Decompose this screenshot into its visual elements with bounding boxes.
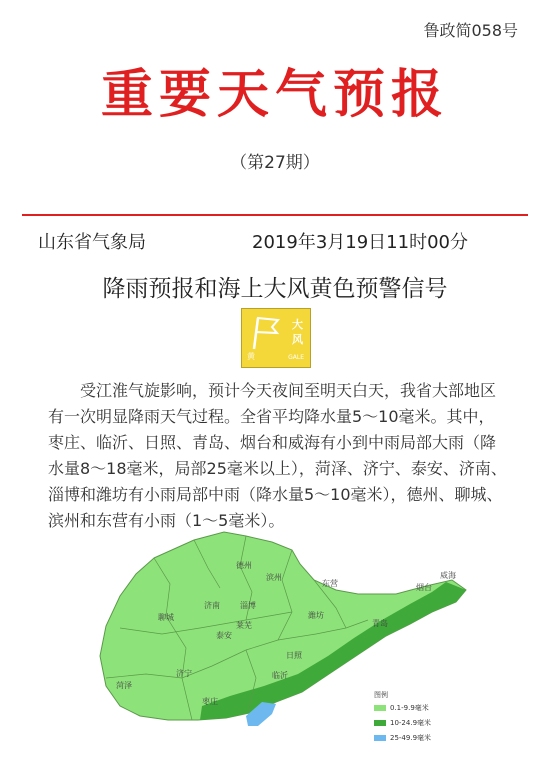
warning-char-1: 大 — [292, 318, 303, 331]
section-heading: 降雨预报和海上大风黄色预警信号 — [102, 276, 448, 302]
map-label: 济南 — [204, 601, 220, 610]
map-label: 滨州 — [266, 573, 282, 582]
gale-warning-icon — [241, 308, 311, 368]
map-label: 临沂 — [272, 671, 288, 680]
legend-label: 25-49.9毫米 — [390, 734, 432, 742]
issue-number: （第27期） — [230, 153, 320, 173]
map-label: 泰安 — [216, 631, 232, 640]
map-label: 德州 — [236, 561, 252, 570]
map-label: 莱芜 — [236, 621, 252, 630]
legend-label: 0.1-9.9毫米 — [390, 704, 429, 712]
document-title: 重要天气预报 — [100, 65, 449, 125]
map-label: 日照 — [286, 651, 302, 660]
legend-swatch — [374, 720, 386, 726]
map-label: 东营 — [322, 579, 338, 588]
legend-title: 图例 — [374, 691, 388, 699]
warning-char-2: 风 — [292, 333, 303, 346]
map-label: 淄博 — [240, 601, 256, 610]
map-label: 枣庄 — [202, 697, 218, 706]
legend-item — [374, 718, 431, 728]
map-label: 菏泽 — [116, 681, 132, 690]
legend-swatch — [374, 735, 386, 741]
red-divider — [22, 214, 528, 216]
warning-type-label: GALE — [288, 354, 304, 361]
wind-flag-icon — [248, 315, 282, 351]
map-label: 青岛 — [372, 619, 388, 628]
map-label: 威海 — [440, 571, 456, 580]
issuer: 山东省气象局 — [38, 232, 146, 253]
map-label: 潍坊 — [308, 611, 324, 620]
legend-label: 10-24.9毫米 — [390, 719, 432, 727]
forecast-body: 受江淮气旋影响，预计今天夜间至明天白天，我省大部地区有一次明显降雨天气过程。全省平均降水量5～10毫米。其中，枣庄、临沂、日照、青岛、烟台和威海有小到中雨局部大雨（降水量8～18毫米，局部25毫米以上），菏泽、济宁、泰安、济南、淄博和潍坊有小雨局部中雨（降水量5～10毫米），德州、聊城、滨州和东营有小雨（1～5毫米）。 — [48, 381, 507, 530]
map-label: 聊城 — [158, 613, 174, 622]
legend-swatch — [374, 705, 386, 711]
map-label: 烟台 — [416, 583, 432, 592]
rainfall-map — [96, 528, 496, 758]
map-legend — [374, 690, 431, 748]
document-number: 鲁政简058号 — [423, 21, 518, 40]
warning-level-label: 黄 — [247, 352, 255, 361]
legend-item — [374, 703, 431, 713]
issue-time: 2019年3月19日11时00分 — [252, 232, 468, 253]
legend-item — [374, 733, 431, 743]
map-label: 济宁 — [176, 669, 192, 678]
